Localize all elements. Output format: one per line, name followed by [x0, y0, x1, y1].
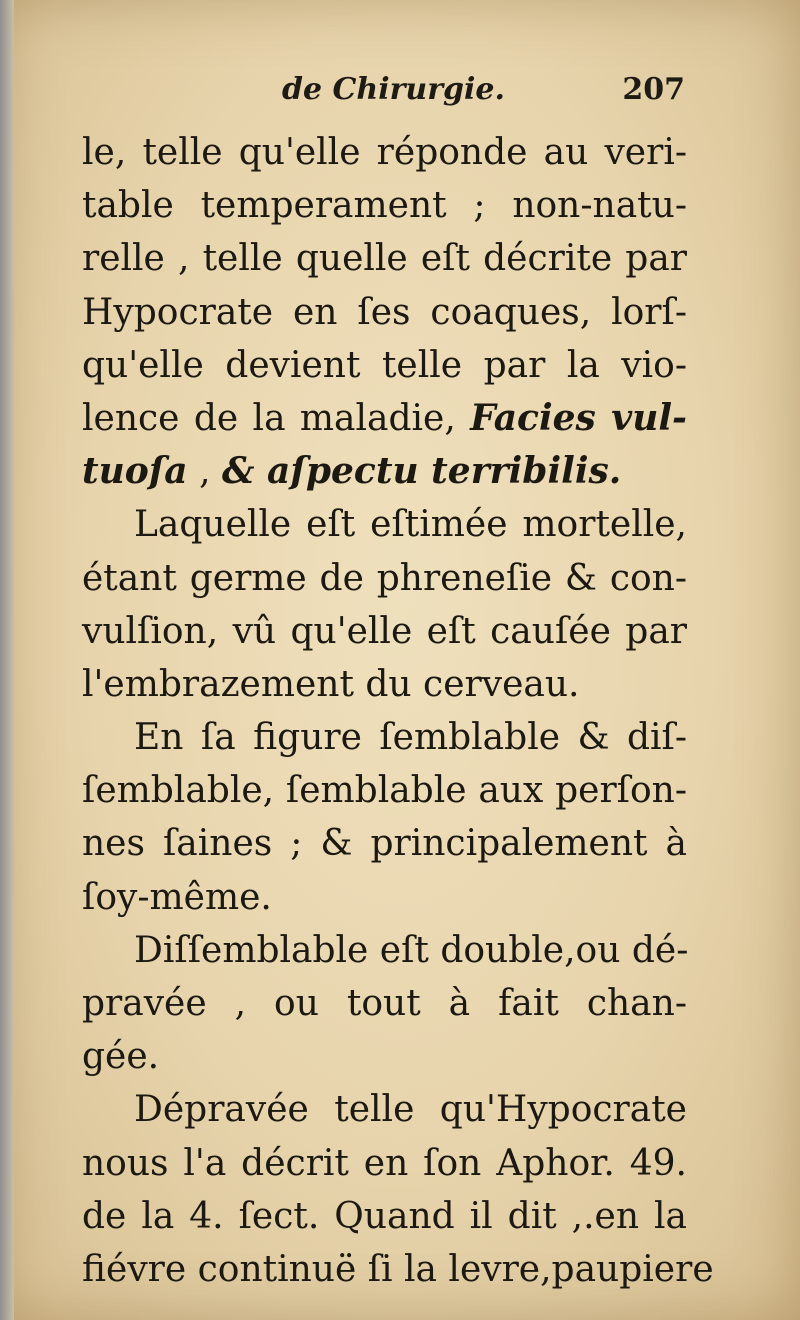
text-line: gée. [82, 1036, 160, 1078]
paragraph-start-line: En ſa figure ſemblable & diſ- [134, 717, 687, 759]
text-line: table temperament ; non-natu- [82, 185, 687, 227]
body-text [82, 126, 714, 1296]
paragraph-start-line: Dépravée telle qu'Hypocrate [134, 1089, 687, 1131]
text-line: lence de la maladie, Facies vul- [82, 396, 687, 439]
latin-phrase: Facies vul- [470, 396, 687, 439]
text-line: le, telle qu'elle réponde au veri- [82, 132, 687, 173]
running-head: de Chirurgie. [282, 72, 505, 107]
paragraph-start-line: Laquelle eſt eſtimée mortelle, [134, 504, 687, 546]
paragraph-start-line: Diſſemblable eſt double,ou dé- [134, 929, 689, 971]
text-line: nous l'a décrit en ſon Aphor. 49. [82, 1142, 687, 1184]
text-line: qu'elle devient telle par la vio- [82, 344, 687, 386]
text-line: étant germe de phreneſie & con- [82, 557, 687, 599]
latin-phrase: & aſpectu terribilis. [221, 450, 622, 493]
text-line: Hypocrate en ſes coaques, lorſ- [82, 291, 687, 333]
text-line: relle , telle quelle eſt décrite par [82, 238, 687, 280]
page-number: 207 [622, 72, 685, 107]
text-line: pravée , ou tout à fait chan- [82, 983, 687, 1024]
text-line: ſemblable, ſemblable aux perſon- [82, 770, 687, 812]
text-line: fiévre continuë ſi la levre,paupiere [82, 1248, 714, 1290]
text-line: ſoy-même. [82, 876, 272, 918]
latin-phrase: tuoſa [82, 450, 188, 493]
text-line: de la 4. ſect. Quand il dit ,.en la [82, 1195, 687, 1237]
text-line: nes ſaines ; & principalement à [82, 823, 687, 865]
page-header [60, 72, 685, 122]
text-line: vulſion, vû qu'elle eſt cauſée par [82, 610, 687, 652]
text-line: l'embrazement du cerveau. [82, 663, 580, 705]
text-line: tuoſa , & aſpectu terribilis. [82, 450, 622, 493]
